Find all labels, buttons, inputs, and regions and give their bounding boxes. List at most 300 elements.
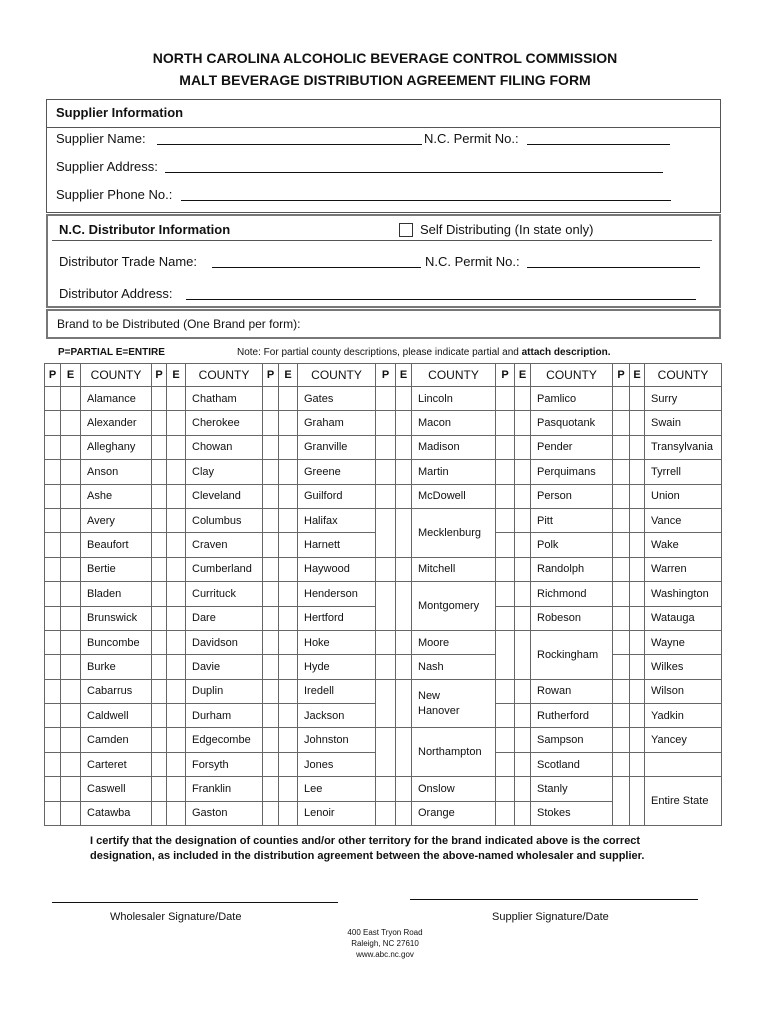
entire-header: E xyxy=(61,364,81,387)
county-cell: Henderson xyxy=(298,582,376,606)
partial-checkbox[interactable] xyxy=(45,533,61,557)
partial-checkbox[interactable] xyxy=(45,801,61,825)
county-cell: Richmond xyxy=(531,582,613,606)
county-cell: Surry xyxy=(645,387,722,411)
entire-checkbox[interactable] xyxy=(630,435,645,459)
entire-checkbox[interactable] xyxy=(630,655,645,679)
partial-checkbox[interactable] xyxy=(152,606,167,630)
county-cell: Gates xyxy=(298,387,376,411)
partial-checkbox[interactable] xyxy=(45,411,61,435)
entire-checkbox[interactable] xyxy=(279,752,298,776)
entire-checkbox[interactable] xyxy=(515,435,531,459)
county-cell: Hyde xyxy=(298,655,376,679)
county-cell: Caldwell xyxy=(81,704,152,728)
county-table xyxy=(44,363,722,826)
county-cell: Hertford xyxy=(298,606,376,630)
entire-checkbox[interactable] xyxy=(167,533,186,557)
partial-checkbox[interactable] xyxy=(152,630,167,654)
partial-checkbox[interactable] xyxy=(263,752,279,776)
entire-checkbox[interactable] xyxy=(167,752,186,776)
partial-checkbox[interactable] xyxy=(152,435,167,459)
distributor-address-field[interactable] xyxy=(186,299,696,300)
partial-checkbox[interactable] xyxy=(45,606,61,630)
entire-checkbox[interactable] xyxy=(61,801,81,825)
partial-checkbox[interactable] xyxy=(263,704,279,728)
partial-checkbox[interactable] xyxy=(263,630,279,654)
county-cell: Durham xyxy=(186,704,263,728)
entire-checkbox[interactable] xyxy=(167,582,186,606)
partial-checkbox[interactable] xyxy=(152,704,167,728)
partial-checkbox[interactable] xyxy=(152,752,167,776)
wholesaler-signature-line[interactable] xyxy=(52,902,338,903)
county-cell: Martin xyxy=(412,460,496,484)
county-cell: Sampson xyxy=(531,728,613,752)
county-cell: Caswell xyxy=(81,777,152,801)
partial-checkbox[interactable] xyxy=(263,728,279,752)
partial-checkbox[interactable] xyxy=(496,679,515,703)
county-header: COUNTY xyxy=(531,364,613,387)
partial-checkbox[interactable] xyxy=(376,679,396,728)
entire-checkbox[interactable] xyxy=(279,557,298,581)
county-cell: Pasquotank xyxy=(531,411,613,435)
partial-checkbox[interactable] xyxy=(263,679,279,703)
partial-checkbox[interactable] xyxy=(263,460,279,484)
entire-checkbox[interactable] xyxy=(61,460,81,484)
partial-checkbox[interactable] xyxy=(152,484,167,508)
county-cell: Currituck xyxy=(186,582,263,606)
entire-checkbox[interactable] xyxy=(630,484,645,508)
county-cell: Burke xyxy=(81,655,152,679)
entire-checkbox[interactable] xyxy=(515,704,531,728)
partial-checkbox[interactable] xyxy=(376,801,396,825)
supplier-permit-field[interactable] xyxy=(527,144,670,145)
table-row xyxy=(45,777,722,801)
entire-checkbox[interactable] xyxy=(515,630,531,679)
entire-checkbox[interactable] xyxy=(279,777,298,801)
county-cell: Carteret xyxy=(81,752,152,776)
partial-checkbox[interactable] xyxy=(613,752,630,776)
entire-checkbox[interactable] xyxy=(61,484,81,508)
entire-checkbox[interactable] xyxy=(167,655,186,679)
entire-checkbox[interactable] xyxy=(515,533,531,557)
county-cell: Northampton xyxy=(412,728,496,777)
entire-checkbox[interactable] xyxy=(630,557,645,581)
county-cell: Anson xyxy=(81,460,152,484)
entire-checkbox[interactable] xyxy=(167,777,186,801)
partial-checkbox[interactable] xyxy=(496,704,515,728)
county-cell: Alleghany xyxy=(81,435,152,459)
partial-checkbox[interactable] xyxy=(45,387,61,411)
entire-checkbox[interactable] xyxy=(167,557,186,581)
partial-checkbox[interactable] xyxy=(152,460,167,484)
county-cell: Robeson xyxy=(531,606,613,630)
table-row xyxy=(45,435,722,459)
entire-checkbox[interactable] xyxy=(630,704,645,728)
supplier-permit-label: N.C. Permit No.: xyxy=(424,131,519,146)
partial-checkbox[interactable] xyxy=(496,777,515,801)
entire-checkbox[interactable] xyxy=(515,679,531,703)
county-cell: Perquimans xyxy=(531,460,613,484)
entire-checkbox[interactable] xyxy=(396,679,412,728)
partial-checkbox[interactable] xyxy=(376,777,396,801)
county-cell: Nash xyxy=(412,655,496,679)
entire-checkbox[interactable] xyxy=(167,606,186,630)
county-cell: Buncombe xyxy=(81,630,152,654)
county-cell: Moore xyxy=(412,630,496,654)
partial-checkbox[interactable] xyxy=(45,704,61,728)
partial-checkbox[interactable] xyxy=(45,777,61,801)
partial-checkbox[interactable] xyxy=(613,606,630,630)
entire-checkbox[interactable] xyxy=(396,387,412,411)
entire-checkbox[interactable] xyxy=(279,411,298,435)
partial-checkbox[interactable] xyxy=(613,435,630,459)
entire-checkbox[interactable] xyxy=(61,777,81,801)
partial-checkbox[interactable] xyxy=(152,533,167,557)
supplier-section-title: Supplier Information xyxy=(56,105,184,120)
partial-checkbox[interactable] xyxy=(613,630,630,654)
partial-checkbox[interactable] xyxy=(496,630,515,679)
wholesaler-signature-label: Wholesaler Signature/Date xyxy=(110,911,242,923)
partial-checkbox[interactable] xyxy=(496,387,515,411)
county-cell: Lee xyxy=(298,777,376,801)
county-cell: Columbus xyxy=(186,508,263,532)
entire-checkbox[interactable] xyxy=(61,533,81,557)
partial-checkbox[interactable] xyxy=(263,582,279,606)
county-cell: Pitt xyxy=(531,508,613,532)
county-cell: Catawba xyxy=(81,801,152,825)
supplier-signature-label: Supplier Signature/Date xyxy=(492,911,609,923)
partial-checkbox[interactable] xyxy=(613,387,630,411)
partial-checkbox[interactable] xyxy=(496,801,515,825)
entire-checkbox[interactable] xyxy=(396,460,412,484)
table-row xyxy=(45,411,722,435)
entire-checkbox[interactable] xyxy=(515,508,531,532)
entire-checkbox[interactable] xyxy=(396,630,412,654)
entire-checkbox[interactable] xyxy=(61,606,81,630)
entire-header: E xyxy=(396,364,412,387)
county-cell: Pamlico xyxy=(531,387,613,411)
entire-checkbox[interactable] xyxy=(630,630,645,654)
entire-checkbox[interactable] xyxy=(515,460,531,484)
partial-checkbox[interactable] xyxy=(496,435,515,459)
county-cell: Warren xyxy=(645,557,722,581)
entire-checkbox[interactable] xyxy=(396,435,412,459)
entire-header: E xyxy=(630,364,645,387)
partial-checkbox[interactable] xyxy=(376,582,396,631)
partial-checkbox[interactable] xyxy=(263,411,279,435)
entire-checkbox[interactable] xyxy=(279,728,298,752)
entire-checkbox[interactable] xyxy=(515,387,531,411)
county-cell: Dare xyxy=(186,606,263,630)
partial-checkbox[interactable] xyxy=(45,484,61,508)
partial-checkbox[interactable] xyxy=(152,801,167,825)
supplier-name-label: Supplier Name: xyxy=(56,131,146,146)
divider xyxy=(52,240,712,241)
partial-checkbox[interactable] xyxy=(45,679,61,703)
partial-checkbox[interactable] xyxy=(496,508,515,532)
county-cell: Pender xyxy=(531,435,613,459)
county-cell: Edgecombe xyxy=(186,728,263,752)
table-body xyxy=(45,387,722,826)
entire-checkbox[interactable] xyxy=(279,387,298,411)
entire-checkbox[interactable] xyxy=(630,533,645,557)
county-cell: Wilson xyxy=(645,679,722,703)
entire-checkbox[interactable] xyxy=(279,606,298,630)
county-cell: Watauga xyxy=(645,606,722,630)
partial-checkbox[interactable] xyxy=(263,606,279,630)
partial-checkbox[interactable] xyxy=(263,655,279,679)
entire-checkbox[interactable] xyxy=(630,411,645,435)
entire-checkbox[interactable] xyxy=(515,728,531,752)
partial-checkbox[interactable] xyxy=(152,679,167,703)
partial-checkbox[interactable] xyxy=(496,557,515,581)
partial-checkbox[interactable] xyxy=(496,484,515,508)
county-cell: Orange xyxy=(412,801,496,825)
entire-checkbox[interactable] xyxy=(279,655,298,679)
entire-checkbox[interactable] xyxy=(515,752,531,776)
distributor-permit-field[interactable] xyxy=(527,267,700,268)
partial-checkbox[interactable] xyxy=(152,508,167,532)
county-cell: Mitchell xyxy=(412,557,496,581)
entire-checkbox[interactable] xyxy=(630,508,645,532)
entire-checkbox[interactable] xyxy=(279,679,298,703)
entire-checkbox[interactable] xyxy=(167,630,186,654)
entire-checkbox[interactable] xyxy=(167,411,186,435)
county-cell: Granville xyxy=(298,435,376,459)
entire-checkbox[interactable] xyxy=(396,508,412,557)
partial-note xyxy=(237,347,611,358)
partial-checkbox[interactable] xyxy=(152,777,167,801)
partial-checkbox[interactable] xyxy=(45,655,61,679)
county-cell: Avery xyxy=(81,508,152,532)
county-cell: Alexander xyxy=(81,411,152,435)
county-cell: Johnston xyxy=(298,728,376,752)
entire-checkbox[interactable] xyxy=(279,435,298,459)
divider xyxy=(46,127,721,128)
partial-checkbox[interactable] xyxy=(376,484,396,508)
partial-checkbox[interactable] xyxy=(376,411,396,435)
entire-checkbox[interactable] xyxy=(167,387,186,411)
partial-checkbox[interactable] xyxy=(613,728,630,752)
partial-checkbox[interactable] xyxy=(376,630,396,654)
county-header: COUNTY xyxy=(412,364,496,387)
entire-checkbox[interactable] xyxy=(167,508,186,532)
pe-legend: P=PARTIAL E=ENTIRE xyxy=(58,347,165,358)
county-cell: McDowell xyxy=(412,484,496,508)
distributor-trade-name-field[interactable] xyxy=(212,267,421,268)
partial-header: P xyxy=(376,364,396,387)
partial-checkbox[interactable] xyxy=(376,435,396,459)
partial-checkbox[interactable] xyxy=(613,533,630,557)
county-cell: Entire State xyxy=(645,777,722,826)
entire-checkbox[interactable] xyxy=(61,679,81,703)
entire-checkbox[interactable] xyxy=(396,777,412,801)
county-cell: Wayne xyxy=(645,630,722,654)
partial-checkbox[interactable] xyxy=(376,387,396,411)
county-cell: Harnett xyxy=(298,533,376,557)
partial-checkbox[interactable] xyxy=(45,728,61,752)
supplier-phone-field[interactable] xyxy=(181,200,671,201)
partial-checkbox[interactable] xyxy=(263,801,279,825)
county-cell: Polk xyxy=(531,533,613,557)
entire-checkbox[interactable] xyxy=(61,728,81,752)
partial-checkbox[interactable] xyxy=(376,655,396,679)
entire-checkbox[interactable] xyxy=(167,704,186,728)
entire-checkbox[interactable] xyxy=(61,435,81,459)
entire-checkbox[interactable] xyxy=(279,630,298,654)
county-name-line: Hanover xyxy=(418,704,460,717)
entire-checkbox[interactable] xyxy=(167,801,186,825)
partial-checkbox[interactable] xyxy=(613,411,630,435)
partial-checkbox[interactable] xyxy=(263,484,279,508)
entire-checkbox[interactable] xyxy=(630,752,645,776)
entire-checkbox[interactable] xyxy=(279,460,298,484)
entire-checkbox[interactable] xyxy=(396,728,412,777)
entire-checkbox[interactable] xyxy=(515,801,531,825)
county-cell: Cabarrus xyxy=(81,679,152,703)
partial-header: P xyxy=(496,364,515,387)
table-row xyxy=(45,387,722,411)
entire-checkbox[interactable] xyxy=(61,655,81,679)
entire-checkbox[interactable] xyxy=(630,582,645,606)
partial-checkbox[interactable] xyxy=(613,557,630,581)
partial-checkbox[interactable] xyxy=(152,728,167,752)
partial-checkbox[interactable] xyxy=(263,557,279,581)
entire-checkbox[interactable] xyxy=(61,630,81,654)
county-cell: Jackson xyxy=(298,704,376,728)
county-cell: Jones xyxy=(298,752,376,776)
entire-checkbox[interactable] xyxy=(396,582,412,631)
partial-checkbox[interactable] xyxy=(152,655,167,679)
partial-checkbox[interactable] xyxy=(152,411,167,435)
distributor-trade-name-label: Distributor Trade Name: xyxy=(59,254,197,269)
entire-checkbox[interactable] xyxy=(515,777,531,801)
county-cell: Onslow xyxy=(412,777,496,801)
entire-checkbox[interactable] xyxy=(61,752,81,776)
partial-checkbox[interactable] xyxy=(496,752,515,776)
entire-checkbox[interactable] xyxy=(167,460,186,484)
county-cell: Hoke xyxy=(298,630,376,654)
partial-checkbox[interactable] xyxy=(45,630,61,654)
table-header xyxy=(45,364,722,387)
entire-checkbox[interactable] xyxy=(396,484,412,508)
entire-checkbox[interactable] xyxy=(279,484,298,508)
partial-checkbox[interactable] xyxy=(45,508,61,532)
entire-checkbox[interactable] xyxy=(167,435,186,459)
supplier-signature-line[interactable] xyxy=(410,899,698,900)
entire-checkbox[interactable] xyxy=(515,582,531,606)
supplier-name-field[interactable] xyxy=(157,144,422,145)
partial-checkbox[interactable] xyxy=(152,582,167,606)
entire-checkbox[interactable] xyxy=(167,484,186,508)
partial-checkbox[interactable] xyxy=(45,582,61,606)
entire-checkbox[interactable] xyxy=(61,704,81,728)
entire-checkbox[interactable] xyxy=(630,387,645,411)
entire-checkbox[interactable] xyxy=(515,557,531,581)
entire-checkbox[interactable] xyxy=(61,508,81,532)
county-cell: Beaufort xyxy=(81,533,152,557)
entire-checkbox[interactable] xyxy=(515,606,531,630)
partial-checkbox[interactable] xyxy=(613,460,630,484)
footer-address1: 400 East Tryon Road xyxy=(347,928,423,937)
entire-checkbox[interactable] xyxy=(279,508,298,532)
self-distributing-checkbox[interactable] xyxy=(399,223,413,237)
entire-checkbox[interactable] xyxy=(630,460,645,484)
partial-checkbox[interactable] xyxy=(152,557,167,581)
partial-checkbox[interactable] xyxy=(263,533,279,557)
county-cell: Rowan xyxy=(531,679,613,703)
entire-checkbox[interactable] xyxy=(279,533,298,557)
partial-checkbox[interactable] xyxy=(263,387,279,411)
entire-checkbox[interactable] xyxy=(61,582,81,606)
partial-checkbox[interactable] xyxy=(613,679,630,703)
partial-checkbox[interactable] xyxy=(496,728,515,752)
partial-checkbox[interactable] xyxy=(152,387,167,411)
entire-checkbox[interactable] xyxy=(630,606,645,630)
partial-checkbox[interactable] xyxy=(376,460,396,484)
entire-checkbox[interactable] xyxy=(167,679,186,703)
entire-checkbox[interactable] xyxy=(630,679,645,703)
partial-checkbox[interactable] xyxy=(376,557,396,581)
partial-checkbox[interactable] xyxy=(496,606,515,630)
entire-checkbox[interactable] xyxy=(396,411,412,435)
partial-checkbox[interactable] xyxy=(496,411,515,435)
entire-checkbox[interactable] xyxy=(167,728,186,752)
partial-checkbox[interactable] xyxy=(496,533,515,557)
partial-checkbox[interactable] xyxy=(376,728,396,777)
supplier-address-field[interactable] xyxy=(165,172,663,173)
entire-checkbox[interactable] xyxy=(61,411,81,435)
entire-checkbox[interactable] xyxy=(396,557,412,581)
supplier-phone-label: Supplier Phone No.: xyxy=(56,187,173,202)
partial-checkbox[interactable] xyxy=(496,582,515,606)
partial-checkbox[interactable] xyxy=(45,557,61,581)
partial-checkbox[interactable] xyxy=(613,484,630,508)
entire-checkbox[interactable] xyxy=(515,484,531,508)
partial-checkbox[interactable] xyxy=(263,508,279,532)
partial-checkbox[interactable] xyxy=(496,460,515,484)
partial-checkbox[interactable] xyxy=(613,508,630,532)
entire-checkbox[interactable] xyxy=(61,557,81,581)
entire-checkbox[interactable] xyxy=(396,655,412,679)
partial-checkbox[interactable] xyxy=(613,582,630,606)
partial-checkbox[interactable] xyxy=(45,435,61,459)
entire-checkbox[interactable] xyxy=(515,411,531,435)
partial-checkbox[interactable] xyxy=(45,752,61,776)
partial-checkbox[interactable] xyxy=(376,508,396,557)
county-cell: Haywood xyxy=(298,557,376,581)
partial-checkbox[interactable] xyxy=(613,704,630,728)
entire-checkbox[interactable] xyxy=(279,704,298,728)
entire-checkbox[interactable] xyxy=(396,801,412,825)
entire-checkbox[interactable] xyxy=(630,728,645,752)
partial-checkbox[interactable] xyxy=(613,655,630,679)
entire-checkbox[interactable] xyxy=(279,582,298,606)
table-row xyxy=(45,630,722,654)
partial-checkbox[interactable] xyxy=(263,777,279,801)
county-cell: Montgomery xyxy=(412,582,496,631)
partial-checkbox[interactable] xyxy=(263,435,279,459)
partial-checkbox[interactable] xyxy=(613,777,630,826)
entire-checkbox[interactable] xyxy=(61,387,81,411)
table-row xyxy=(45,582,722,606)
county-cell: Madison xyxy=(412,435,496,459)
entire-checkbox[interactable] xyxy=(279,801,298,825)
county-cell: Bertie xyxy=(81,557,152,581)
county-cell: Chatham xyxy=(186,387,263,411)
partial-checkbox[interactable] xyxy=(45,460,61,484)
entire-checkbox[interactable] xyxy=(630,777,645,826)
